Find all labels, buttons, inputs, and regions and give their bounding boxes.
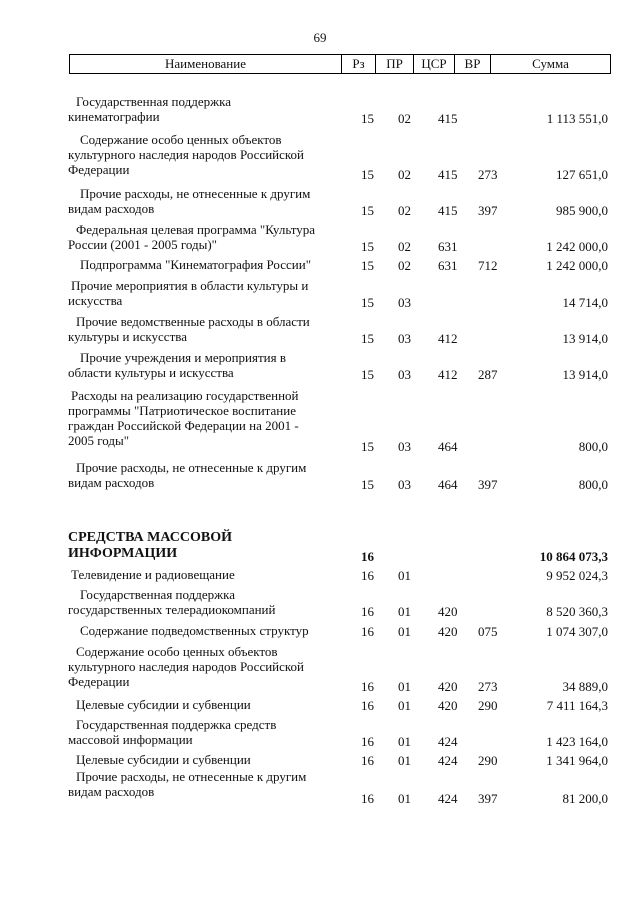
table-row — [0, 388, 640, 454]
row-name: Расходы на реализацию государственной программы "Патриотическое воспитание граждан Российской Федерации на 2001 - 2005 годы" — [68, 388, 299, 448]
header-sum: Сумма — [532, 56, 569, 71]
row-pr: 02 — [398, 239, 411, 254]
row-csr: 415 — [438, 203, 458, 218]
row-sum: 10 864 073,3 — [539, 549, 608, 564]
row-rz: 15 — [361, 111, 374, 126]
header-rz: Рз — [342, 55, 376, 73]
row-csr: 415 — [438, 167, 458, 182]
row-sum: 8 520 360,3 — [546, 604, 608, 619]
row-sum: 1 242 000,0 — [546, 258, 608, 273]
row-name: Прочие расходы, не отнесенные к другим видам расходов — [68, 460, 307, 490]
row-csr: 464 — [438, 439, 458, 454]
row-name: Федеральная целевая программа "Культура России (2001 - 2005 годы)" — [68, 222, 316, 252]
row-rz: 15 — [361, 295, 374, 310]
row-sum: 14 714,0 — [562, 295, 608, 310]
row-csr: 420 — [438, 624, 458, 639]
row-pr: 01 — [398, 568, 411, 583]
row-pr: 01 — [398, 624, 411, 639]
row-pr: 03 — [398, 477, 411, 492]
table-row — [0, 186, 640, 218]
row-sum: 127 651,0 — [556, 167, 608, 182]
row-sum: 800,0 — [578, 439, 608, 454]
row-csr: 420 — [438, 679, 458, 694]
row-rz: 16 — [361, 549, 374, 564]
row-name: Прочие мероприятия в области культуры и искусства — [68, 278, 309, 308]
table-row — [0, 94, 640, 126]
row-vr: 273 — [478, 167, 498, 182]
table-row — [0, 717, 640, 749]
table-row — [0, 567, 640, 583]
row-name: Прочие учреждения и мероприятия в области культуры и искусства — [68, 350, 286, 380]
row-csr: 424 — [438, 791, 458, 806]
page-number: 69 — [313, 30, 327, 45]
row-sum: 1 423 164,0 — [546, 734, 608, 749]
table-row — [0, 132, 640, 182]
row-pr: 01 — [398, 734, 411, 749]
table-row — [0, 350, 640, 382]
header-pr: ПР — [376, 55, 414, 73]
row-name: Содержание особо ценных объектов культурного наследия народов Российской Федерации — [68, 132, 305, 177]
row-name: Прочие ведомственные расходы в области культуры и искусства — [68, 314, 310, 344]
row-csr: 464 — [438, 477, 458, 492]
row-pr: 03 — [398, 295, 411, 310]
row-rz: 15 — [361, 477, 374, 492]
row-rz: 15 — [361, 167, 374, 182]
row-rz: 15 — [361, 439, 374, 454]
row-name: Целевые субсидии и субвенции — [76, 697, 251, 712]
row-sum: 1 242 000,0 — [546, 239, 608, 254]
row-sum: 1 341 964,0 — [546, 753, 608, 768]
row-pr: 02 — [398, 258, 411, 273]
table-row — [0, 752, 640, 768]
row-sum: 13 914,0 — [562, 367, 608, 382]
row-name: Целевые субсидии и субвенции — [76, 752, 251, 767]
table-row — [0, 530, 640, 564]
row-vr: 712 — [478, 258, 498, 273]
row-csr: 424 — [438, 734, 458, 749]
header-name: Наименование — [70, 55, 342, 73]
table-row — [0, 257, 640, 273]
row-name: Государственная поддержка государственных телерадиокомпаний — [68, 587, 276, 617]
row-csr: 631 — [438, 258, 458, 273]
table-row — [0, 278, 640, 310]
row-vr: 397 — [478, 477, 498, 492]
row-csr: 412 — [438, 367, 458, 382]
row-name: Телевидение и радиовещание — [71, 567, 235, 582]
table-row — [0, 587, 640, 619]
row-rz: 15 — [361, 239, 374, 254]
table-row — [0, 314, 640, 346]
table-row — [0, 769, 640, 806]
row-vr: 397 — [478, 203, 498, 218]
row-rz: 16 — [361, 791, 374, 806]
table-row — [0, 697, 640, 713]
row-name: СРЕДСТВА МАССОВОЙ ИНФОРМАЦИИ — [68, 530, 233, 561]
row-name: Государственная поддержка кинематографии — [68, 94, 232, 124]
row-pr: 01 — [398, 698, 411, 713]
row-csr: 420 — [438, 604, 458, 619]
row-rz: 16 — [361, 568, 374, 583]
row-pr: 01 — [398, 753, 411, 768]
row-rz: 15 — [361, 258, 374, 273]
row-csr: 415 — [438, 111, 458, 126]
row-sum: 34 889,0 — [562, 679, 608, 694]
header-vr: ВР — [455, 55, 491, 73]
row-rz: 16 — [361, 604, 374, 619]
row-rz: 16 — [361, 624, 374, 639]
row-name: Содержание подведомственных структур — [80, 623, 309, 638]
header-csr: ЦСР — [414, 55, 455, 73]
row-pr: 01 — [398, 604, 411, 619]
row-pr: 02 — [398, 111, 411, 126]
row-pr: 03 — [398, 439, 411, 454]
row-rz: 16 — [361, 679, 374, 694]
row-csr: 631 — [438, 239, 458, 254]
row-pr: 03 — [398, 367, 411, 382]
row-pr: 03 — [398, 331, 411, 346]
row-sum: 1 113 551,0 — [546, 111, 608, 126]
table-row — [0, 460, 640, 492]
row-name: Прочие расходы, не отнесенные к другим видам расходов — [68, 186, 311, 216]
row-rz: 16 — [361, 734, 374, 749]
row-name: Прочие расходы, не отнесенные к другим видам расходов — [68, 769, 307, 799]
row-csr: 412 — [438, 331, 458, 346]
row-pr: 02 — [398, 167, 411, 182]
row-sum: 800,0 — [578, 477, 608, 492]
row-rz: 15 — [361, 203, 374, 218]
row-sum: 1 074 307,0 — [546, 624, 608, 639]
row-vr: 273 — [478, 679, 498, 694]
table-row — [0, 222, 640, 254]
row-name: Подпрограмма "Кинематография России" — [80, 257, 312, 272]
row-sum: 7 411 164,3 — [546, 698, 608, 713]
row-vr: 290 — [478, 698, 498, 713]
row-rz: 16 — [361, 753, 374, 768]
row-sum: 13 914,0 — [562, 331, 608, 346]
row-sum: 985 900,0 — [556, 203, 608, 218]
row-vr: 290 — [478, 753, 498, 768]
row-rz: 16 — [361, 698, 374, 713]
row-vr: 397 — [478, 791, 498, 806]
row-pr: 01 — [398, 679, 411, 694]
row-name: Содержание особо ценных объектов культурного наследия народов Российской Федерации — [68, 644, 305, 689]
row-rz: 15 — [361, 331, 374, 346]
row-pr: 01 — [398, 791, 411, 806]
row-vr: 287 — [478, 367, 498, 382]
row-vr: 075 — [478, 624, 498, 639]
table-row — [0, 644, 640, 694]
row-sum: 81 200,0 — [562, 791, 608, 806]
row-csr: 424 — [438, 753, 458, 768]
row-csr: 420 — [438, 698, 458, 713]
row-sum: 9 952 024,3 — [546, 568, 608, 583]
row-pr: 02 — [398, 203, 411, 218]
table-row — [0, 623, 640, 639]
row-name: Государственная поддержка средств массовой информации — [68, 717, 277, 747]
row-rz: 15 — [361, 367, 374, 382]
